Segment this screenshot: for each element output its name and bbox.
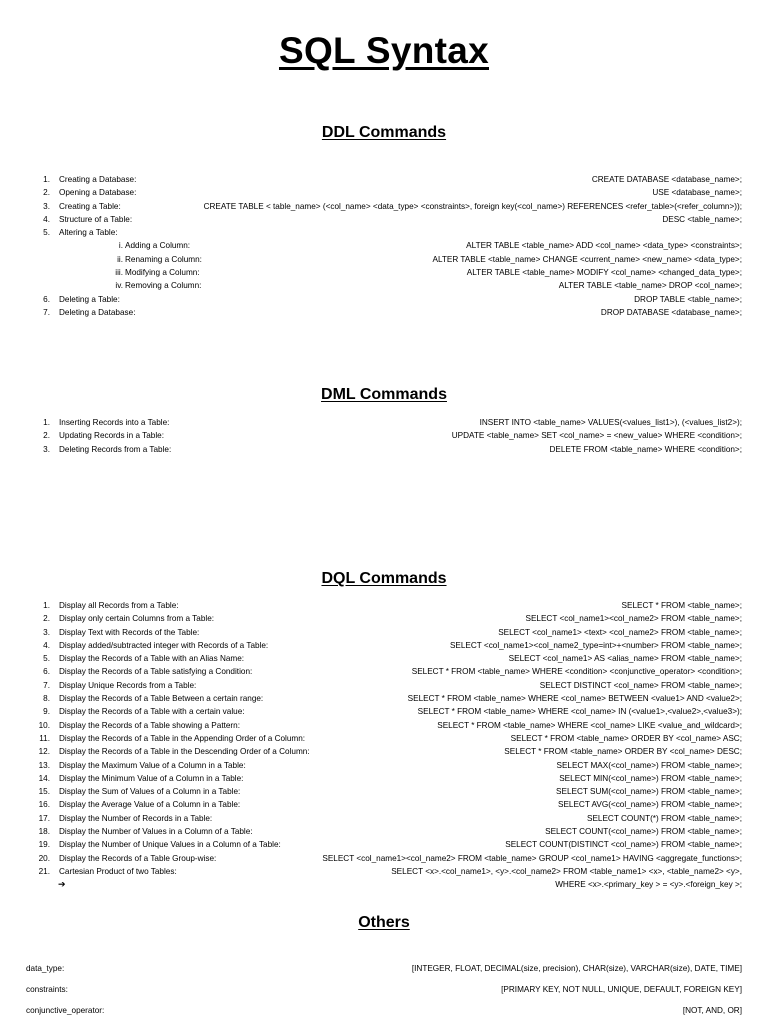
list-item: 5. Altering a Table: — [43, 228, 118, 238]
list-item: 8. Display the Records of a Table Between a certain range: SELECT * FROM <table_name> WHERE <col_name> BETWEEN <value1> AND <value2>; — [43, 694, 742, 704]
list-item: 5. Display the Records of a Table with an Alias Name: SELECT <col_name1> AS <alias_name> FROM <table_name>; — [43, 654, 742, 664]
list-item: 3. Display Text with Records of the Table: SELECT <col_name1> <text> <col_name2> FROM <table_name>; — [43, 627, 742, 637]
arrow-right-icon: ➔ — [58, 879, 66, 890]
list-item: 6. Display the Records of a Table satisfying a Condition: SELECT * FROM <table_name> WHERE <condition> <conjunctive_operator> <condition>; — [43, 667, 742, 677]
list-item: 9. Display the Records of a Table with a certain value: SELECT * FROM <table_name> WHERE <col_name> IN (<value1>,<value2>,<value3>); — [43, 707, 742, 717]
list-item: 1. Creating a Database: CREATE DATABASE <database_name>; — [43, 175, 742, 184]
list-item: 12. Display the Records of a Table in the Descending Order of a Column: SELECT * FROM <table_name> ORDER BY <col_name> DESC; — [38, 747, 742, 757]
page-title: SQL Syntax — [278, 30, 489, 71]
list-item: 4. Structure of a Table: DESC <table_name>; — [43, 214, 742, 224]
dml-heading: DML Commands — [321, 386, 447, 403]
others-row-conjunctive-operator: conjunctive_operator: [NOT, AND, OR] — [26, 1006, 742, 1015]
list-item-continuation: ➔ WHERE <x>.<primary_key > = <y>.<foreign_key >; — [30, 878, 742, 891]
list-item: 18. Display the Number of Values in a Column of a Table: SELECT COUNT(<col_name>) FROM <table_name>; — [38, 827, 742, 837]
list-item: 7. Deleting a Database: DROP DATABASE <database_name>; — [43, 307, 742, 317]
list-sub-item: i. Adding a Column: ALTER TABLE <table_name> ADD <col_name> <data_type> <constraints>; — [118, 241, 742, 251]
list-sub-item: ii. Renaming a Column: ALTER TABLE <table_name> CHANGE <current_name> <new_name> <data_type>; — [117, 254, 742, 264]
list-item: 1. Inserting Records into a Table: INSERT INTO <table_name> VALUES(<values_list1>), (<values_list2>); — [43, 418, 742, 427]
list-item: 3. Deleting Records from a Table: DELETE FROM <table_name> WHERE <condition>; — [43, 444, 742, 454]
list-item: 21. Cartesian Product of two Tables: SELECT <x>.<col_name1>, <y>.<col_name2> FROM <table_name1> <x>, <table_name2> <y>, — [38, 866, 742, 876]
ddl-list — [30, 173, 742, 319]
others-row-constraints: constraints: [PRIMARY KEY, NOT NULL, UNIQUE, DEFAULT, FOREIGN KEY] — [26, 985, 742, 994]
list-item: 3. Creating a Table: CREATE TABLE < table_name> (<col_name> <data_type> <constraints>, foreign key(<col_name>) REFERENCES <refer_table>(<refer_column>)); — [43, 201, 742, 211]
list-item: 7. Display Unique Records from a Table: SELECT DISTINCT <col_name> FROM <table_name>; — [43, 680, 742, 690]
list-item: 16. Display the Average Value of a Column in a Table: SELECT AVG(<col_name>) FROM <table_name>; — [38, 800, 742, 810]
list-item: 2. Opening a Database: USE <database_name>; — [43, 188, 742, 198]
ddl-heading: DDL Commands — [321, 124, 447, 141]
others-heading: Others — [358, 914, 410, 931]
list-item: 20. Display the Records of a Table Group-wise: SELECT <col_name1><col_name2> FROM <table_name> GROUP <col_name1> HAVING <aggregate_functions>; — [38, 853, 742, 863]
list-item: 2. Updating Records in a Table: UPDATE <table_name> SET <col_name> = <new_value> WHERE <condition>; — [43, 431, 742, 441]
list-item: 19. Display the Number of Unique Values in a Column of a Table: SELECT COUNT(DISTINCT <col_name>) FROM <table_name>; — [38, 840, 742, 850]
list-sub-item: iii. Modifying a Column: ALTER TABLE <table_name> MODIFY <col_name> <changed_data_type>; — [115, 268, 742, 278]
others-row-data-type: data_type: [INTEGER, FLOAT, DECIMAL(size, precision), CHAR(size), VARCHAR(size), DATE, TIME] — [26, 964, 742, 973]
list-item: 4. Display added/subtracted integer with Records of a Table: SELECT <col_name1><col_name2_type=int>+<number> FROM <table_name>; — [43, 640, 742, 650]
list-item: 15. Display the Sum of Values of a Column in a Table: SELECT SUM(<col_name>) FROM <table_name>; — [38, 787, 742, 797]
dml-list — [30, 416, 742, 456]
list-item: 1. Display all Records from a Table: SELECT * FROM <table_name>; — [43, 601, 742, 610]
list-item: 10. Display the Records of a Table showing a Pattern: SELECT * FROM <table_name> WHERE <col_name> LIKE <value_and_wildcard>; — [38, 720, 742, 730]
list-item: 14. Display the Minimum Value of a Column in a Table: SELECT MIN(<col_name>) FROM <table_name>; — [38, 773, 742, 783]
dql-list — [30, 599, 742, 892]
dql-heading: DQL Commands — [321, 570, 447, 587]
list-sub-item: iv. Removing a Column: ALTER TABLE <table_name> DROP <col_name>; — [115, 281, 742, 291]
list-item: 2. Display only certain Columns from a Table: SELECT <col_name1><col_name2> FROM <table_name>; — [43, 614, 742, 624]
list-item: 13. Display the Maximum Value of a Column in a Table: SELECT MAX(<col_name>) FROM <table_name>; — [38, 760, 742, 770]
list-item: 6. Deleting a Table: DROP TABLE <table_name>; — [43, 294, 742, 304]
list-item: 11. Display the Records of a Table in the Appending Order of a Column: SELECT * FROM <table_name> ORDER BY <col_name> ASC; — [39, 733, 742, 743]
list-item: 17. Display the Number of Records in a Table: SELECT COUNT(*) FROM <table_name>; — [38, 813, 742, 823]
